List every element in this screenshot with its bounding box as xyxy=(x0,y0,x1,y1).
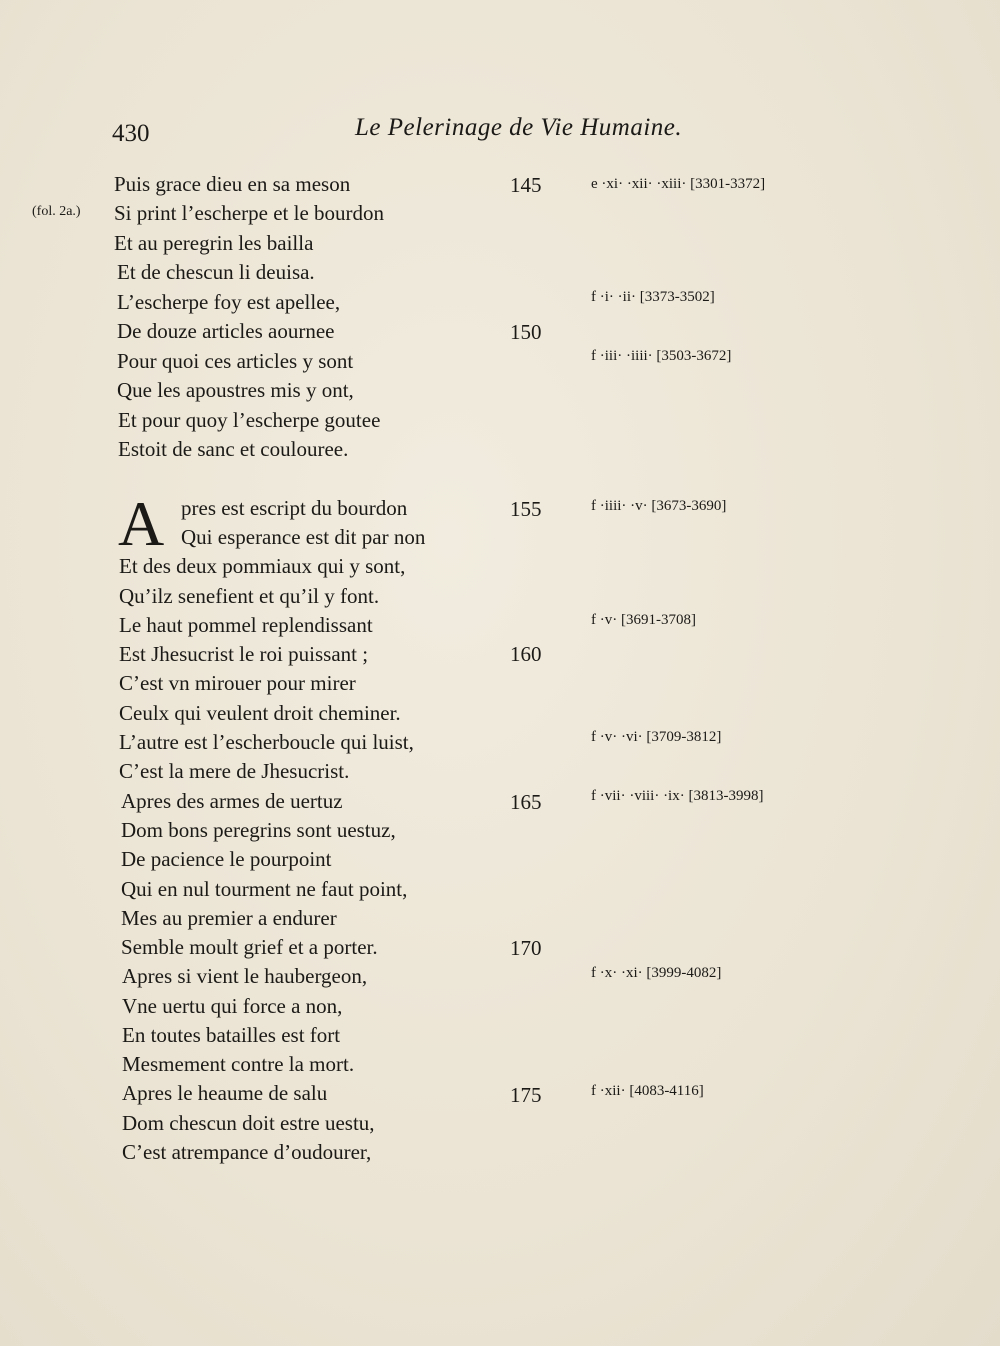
verse-line: Mes au premier a endurer xyxy=(121,906,337,930)
verse-line: Qu’ilz senefient et qu’il y font. xyxy=(119,584,380,608)
side-note: f ·i· ·ii· [3373-3502] xyxy=(591,289,715,305)
line-number: 175 xyxy=(510,1083,542,1107)
side-note: f ·v· ·vi· [3709-3812] xyxy=(591,729,722,745)
verse-line: Le haut pommel replendissant xyxy=(119,613,373,637)
side-note: f ·iii· ·iiii· [3503-3672] xyxy=(591,348,732,364)
verse-line: Mesmement contre la mort. xyxy=(122,1052,355,1076)
side-note: f ·vii· ·viii· ·ix· [3813-3998] xyxy=(591,788,764,804)
verse-line: Ceulx qui veulent droit cheminer. xyxy=(119,701,401,725)
verse-line: C’est la mere de Jhesucrist. xyxy=(119,759,350,783)
verse-line: Et des deux pommiaux qui y sont, xyxy=(119,554,406,578)
verse-line: Est Jhesucrist le roi puissant ; xyxy=(119,642,369,666)
verse-line: Dom chescun doit estre uestu, xyxy=(122,1111,375,1135)
verse-line: Estoit de sanc et coulouree. xyxy=(118,437,349,461)
verse-line: Qui en nul tourment ne faut point, xyxy=(121,877,408,901)
folio-note: (fol. 2a.) xyxy=(32,204,81,219)
verse-line: Apres des armes de uertuz xyxy=(121,789,343,813)
page-number: 430 xyxy=(112,120,150,147)
side-note: f ·xii· [4083-4116] xyxy=(591,1083,704,1099)
verse-line: L’autre est l’escherboucle qui luist, xyxy=(119,730,414,754)
side-note: f ·v· [3691-3708] xyxy=(591,612,696,628)
line-number: 165 xyxy=(510,790,542,814)
verse-line: De douze articles aournee xyxy=(117,319,335,343)
verse-line: Et de chescun li deuisa. xyxy=(117,260,315,284)
verse-line: C’est vn mirouer pour mirer xyxy=(119,671,356,695)
verse-line: Et au peregrin les bailla xyxy=(114,231,314,255)
verse-line: Apres le heaume de salu xyxy=(122,1081,328,1105)
running-title: Le Pelerinage de Vie Humaine. xyxy=(355,114,683,141)
verse-line: Pour quoi ces articles y sont xyxy=(117,349,354,373)
side-note: e ·xi· ·xii· ·xiii· [3301-3372] xyxy=(591,176,766,192)
verse-line: Et pour quoy l’escherpe goutee xyxy=(118,408,381,432)
line-number: 155 xyxy=(510,497,542,521)
line-number: 160 xyxy=(510,642,542,666)
drop-cap: A xyxy=(118,488,165,559)
verse-line: pres est escript du bourdon xyxy=(181,496,408,520)
verse-line: Si print l’escherpe et le bourdon xyxy=(114,201,385,225)
verse-line: Semble moult grief et a porter. xyxy=(121,935,378,959)
verse-line: C’est atrempance d’oudourer, xyxy=(122,1140,372,1164)
verse-line: Dom bons peregrins sont uestuz, xyxy=(121,818,396,842)
verse-line: Que les apoustres mis y ont, xyxy=(117,378,354,402)
verse-line: Apres si vient le haubergeon, xyxy=(122,964,368,988)
verse-line: Vne uertu qui force a non, xyxy=(122,994,343,1018)
side-note: f ·x· ·xi· [3999-4082] xyxy=(591,965,722,981)
line-number: 150 xyxy=(510,320,542,344)
verse-line: Puis grace dieu en sa meson xyxy=(114,172,351,196)
side-note: f ·iiii· ·v· [3673-3690] xyxy=(591,498,727,514)
line-number: 170 xyxy=(510,936,542,960)
line-number: 145 xyxy=(510,173,542,197)
verse-line: En toutes batailles est fort xyxy=(122,1023,341,1047)
verse-line: Qui esperance est dit par non xyxy=(181,525,426,549)
verse-line: De pacience le pourpoint xyxy=(121,847,332,871)
verse-line: L’escherpe foy est apellee, xyxy=(117,290,341,314)
